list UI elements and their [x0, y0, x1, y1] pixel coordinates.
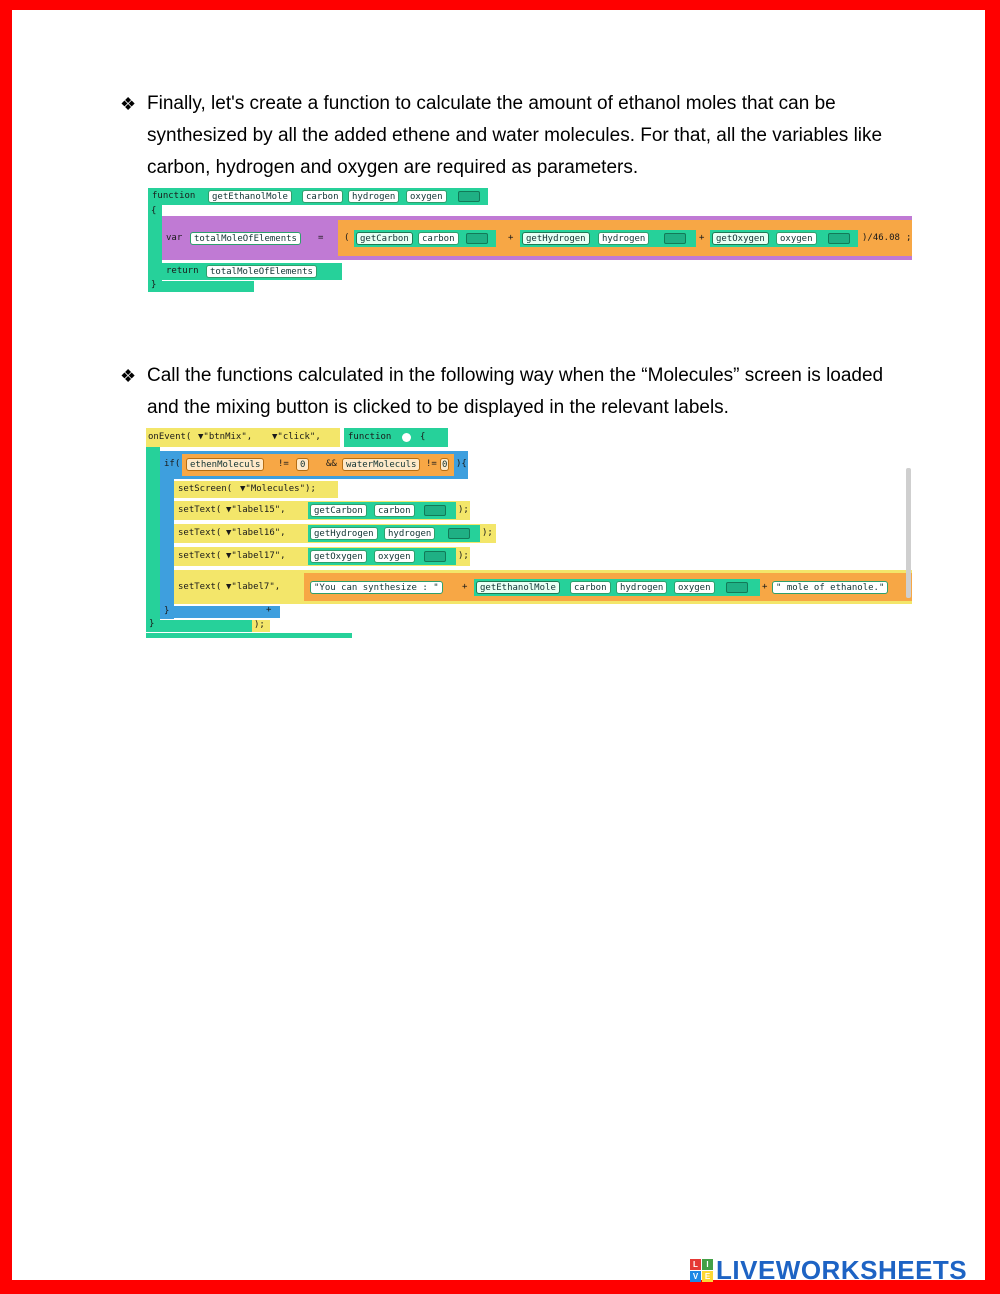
if-header-block[interactable]: [160, 451, 468, 479]
bullet-text-1: Finally, let's create a function to calculate the amount of ethanol moles that can be synthesized by all the added ethene and water molecules. For that, all the variables like carbon, hydrogen and oxygen are required as parameters.: [147, 93, 883, 178]
arg-oxygen[interactable]: oxygen: [674, 581, 715, 594]
bullet-item-2: [120, 360, 900, 424]
label16-dropdown[interactable]: ▼"label16",: [226, 528, 286, 538]
settext-keyword: setText(: [178, 528, 222, 538]
settext-label7-block[interactable]: [174, 570, 912, 604]
screen-dropdown[interactable]: ▼"Molecules");: [240, 484, 316, 494]
bullet-diamond-icon: ❖: [120, 94, 137, 114]
plus-sign: +: [462, 582, 468, 592]
string-mole-of-ethanole[interactable]: " mole of ethanole.": [772, 581, 888, 594]
fn-getethanolmole[interactable]: getEthanolMole: [476, 581, 560, 594]
bullet-text-2: Call the functions calculated in the following way when the “Molecules” screen is loaded and the mixing button is clicked to be displayed in the relevant labels.: [147, 365, 884, 418]
close-stmt: );: [458, 505, 469, 515]
setscreen-block[interactable]: [174, 481, 338, 498]
onevent-header[interactable]: [146, 428, 340, 447]
close-event-paren-block: [252, 620, 270, 632]
divisor: )/46.08: [862, 233, 900, 243]
settext-keyword: setText(: [178, 582, 222, 592]
call-getoxygen[interactable]: [710, 230, 858, 247]
close-event: }: [149, 619, 155, 629]
code-onevent-btnmix: [146, 424, 912, 638]
settext-label17-block[interactable]: [174, 547, 470, 566]
cond-op-2: !=: [426, 459, 437, 469]
return-var-field[interactable]: totalMoleOfElements: [206, 265, 317, 278]
call-getoxygen[interactable]: [308, 548, 456, 565]
cond-op-1: !=: [278, 459, 289, 469]
close-brace: }: [151, 280, 157, 290]
add-else-button[interactable]: +: [266, 605, 272, 615]
string-synthesize[interactable]: "You can synthesize : ": [310, 581, 443, 594]
open-brace: {: [151, 206, 157, 216]
function-name-field[interactable]: getEthanolMole: [208, 190, 292, 203]
fn-brace: {: [420, 432, 426, 442]
call-getcarbon[interactable]: [308, 502, 456, 519]
if-body-spine: [160, 479, 174, 619]
call-getethanolmole[interactable]: [474, 579, 760, 596]
keyword-var: var: [166, 233, 183, 243]
condition-block[interactable]: [182, 454, 454, 476]
arg-hydrogen[interactable]: hydrogen: [598, 232, 649, 245]
arg-carbon[interactable]: carbon: [374, 504, 415, 517]
keyword-return: return: [166, 266, 199, 276]
arg-stepper[interactable]: [664, 233, 686, 244]
arg-oxygen[interactable]: oxygen: [776, 232, 817, 245]
mark-letter-e: E: [702, 1271, 713, 1282]
plus-sign: +: [762, 582, 768, 592]
settext-keyword: setText(: [178, 551, 222, 561]
keyword-function: function: [152, 191, 196, 201]
call-gethydrogen[interactable]: [308, 525, 480, 542]
plus-sign: +: [699, 233, 705, 243]
mark-letter-l: L: [690, 1259, 701, 1270]
arg-stepper[interactable]: [424, 505, 446, 516]
equals-sign: =: [318, 233, 324, 243]
workspace-scrollbar[interactable]: [906, 468, 911, 598]
settext-label16-block[interactable]: [174, 524, 496, 543]
if-brace: ){: [456, 459, 467, 469]
close-if: }: [164, 606, 170, 616]
setscreen-keyword: setScreen(: [178, 484, 233, 494]
param-hydrogen[interactable]: hydrogen: [348, 190, 399, 203]
param-oxygen[interactable]: oxygen: [406, 190, 447, 203]
fn-getoxygen[interactable]: getOxygen: [712, 232, 769, 245]
next-block-edge: [146, 633, 352, 638]
fn-gethydrogen[interactable]: getHydrogen: [310, 527, 378, 540]
call-gethydrogen[interactable]: [520, 230, 696, 247]
callback-footer: [146, 620, 252, 632]
label17-dropdown[interactable]: ▼"label17",: [226, 551, 286, 561]
arg-stepper[interactable]: [424, 551, 446, 562]
arg-hydrogen[interactable]: hydrogen: [616, 581, 667, 594]
settext-label15-block[interactable]: [174, 501, 470, 520]
param-stepper[interactable]: [458, 191, 480, 202]
var-name-field[interactable]: totalMoleOfElements: [190, 232, 301, 245]
arg-carbon[interactable]: carbon: [570, 581, 611, 594]
label7-dropdown[interactable]: ▼"label7",: [226, 582, 281, 592]
fn-gethydrogen[interactable]: getHydrogen: [522, 232, 590, 245]
label15-dropdown[interactable]: ▼"label15",: [226, 505, 286, 515]
arg-hydrogen[interactable]: hydrogen: [384, 527, 435, 540]
function-footer: [148, 281, 254, 292]
live-mark-icon: [690, 1259, 713, 1282]
settext-keyword: setText(: [178, 505, 222, 515]
open-paren: (: [344, 233, 350, 243]
cond-val-1[interactable]: 0: [296, 458, 309, 471]
event-target-dropdown[interactable]: ▼"btnMix",: [198, 432, 253, 442]
cond-var-ethenmoleculs[interactable]: ethenMoleculs: [186, 458, 264, 471]
bullet-diamond-icon: ❖: [120, 366, 137, 386]
function-header-block[interactable]: [148, 188, 488, 205]
liveworksheets-logo: [690, 1256, 967, 1284]
close-stmt: );: [482, 528, 493, 538]
param-toggle-icon[interactable]: [402, 433, 411, 442]
call-getcarbon[interactable]: [354, 230, 496, 247]
logo-text: LIVEWORKSHEETS: [716, 1254, 968, 1285]
return-block[interactable]: [162, 263, 342, 280]
arg-stepper[interactable]: [726, 582, 748, 593]
callback-spine: [146, 447, 160, 631]
close-stmt: );: [458, 551, 469, 561]
mark-letter-i: I: [702, 1259, 713, 1270]
var-assignment-block[interactable]: [162, 216, 912, 260]
expression-block[interactable]: [338, 220, 912, 256]
if-footer: [160, 606, 280, 618]
param-carbon[interactable]: carbon: [302, 190, 343, 203]
concat-expression[interactable]: [304, 573, 912, 601]
if-keyword: if(: [164, 459, 181, 469]
fn-keyword: function: [348, 432, 392, 442]
arg-stepper[interactable]: [448, 528, 470, 539]
fn-getcarbon[interactable]: getCarbon: [310, 504, 367, 517]
callback-function-block[interactable]: [344, 428, 448, 447]
semicolon: ;: [906, 233, 912, 243]
code-function-getethanolmole: [148, 188, 912, 292]
arg-stepper[interactable]: [466, 233, 488, 244]
onevent-keyword: onEvent(: [148, 432, 192, 442]
arg-stepper[interactable]: [828, 233, 850, 244]
event-type-dropdown[interactable]: ▼"click",: [272, 432, 321, 442]
fn-getoxygen[interactable]: getOxygen: [310, 550, 367, 563]
and-operator: &&: [326, 459, 337, 469]
cond-var-watermoleculs[interactable]: waterMoleculs: [342, 458, 420, 471]
plus-sign: +: [508, 233, 514, 243]
arg-carbon[interactable]: carbon: [418, 232, 459, 245]
arg-oxygen[interactable]: oxygen: [374, 550, 415, 563]
bullet-item-1: [120, 88, 900, 184]
close-event-paren: );: [254, 620, 265, 630]
mark-letter-v: V: [690, 1271, 701, 1282]
cond-val-2[interactable]: 0: [442, 460, 448, 470]
fn-getcarbon[interactable]: getCarbon: [356, 232, 413, 245]
